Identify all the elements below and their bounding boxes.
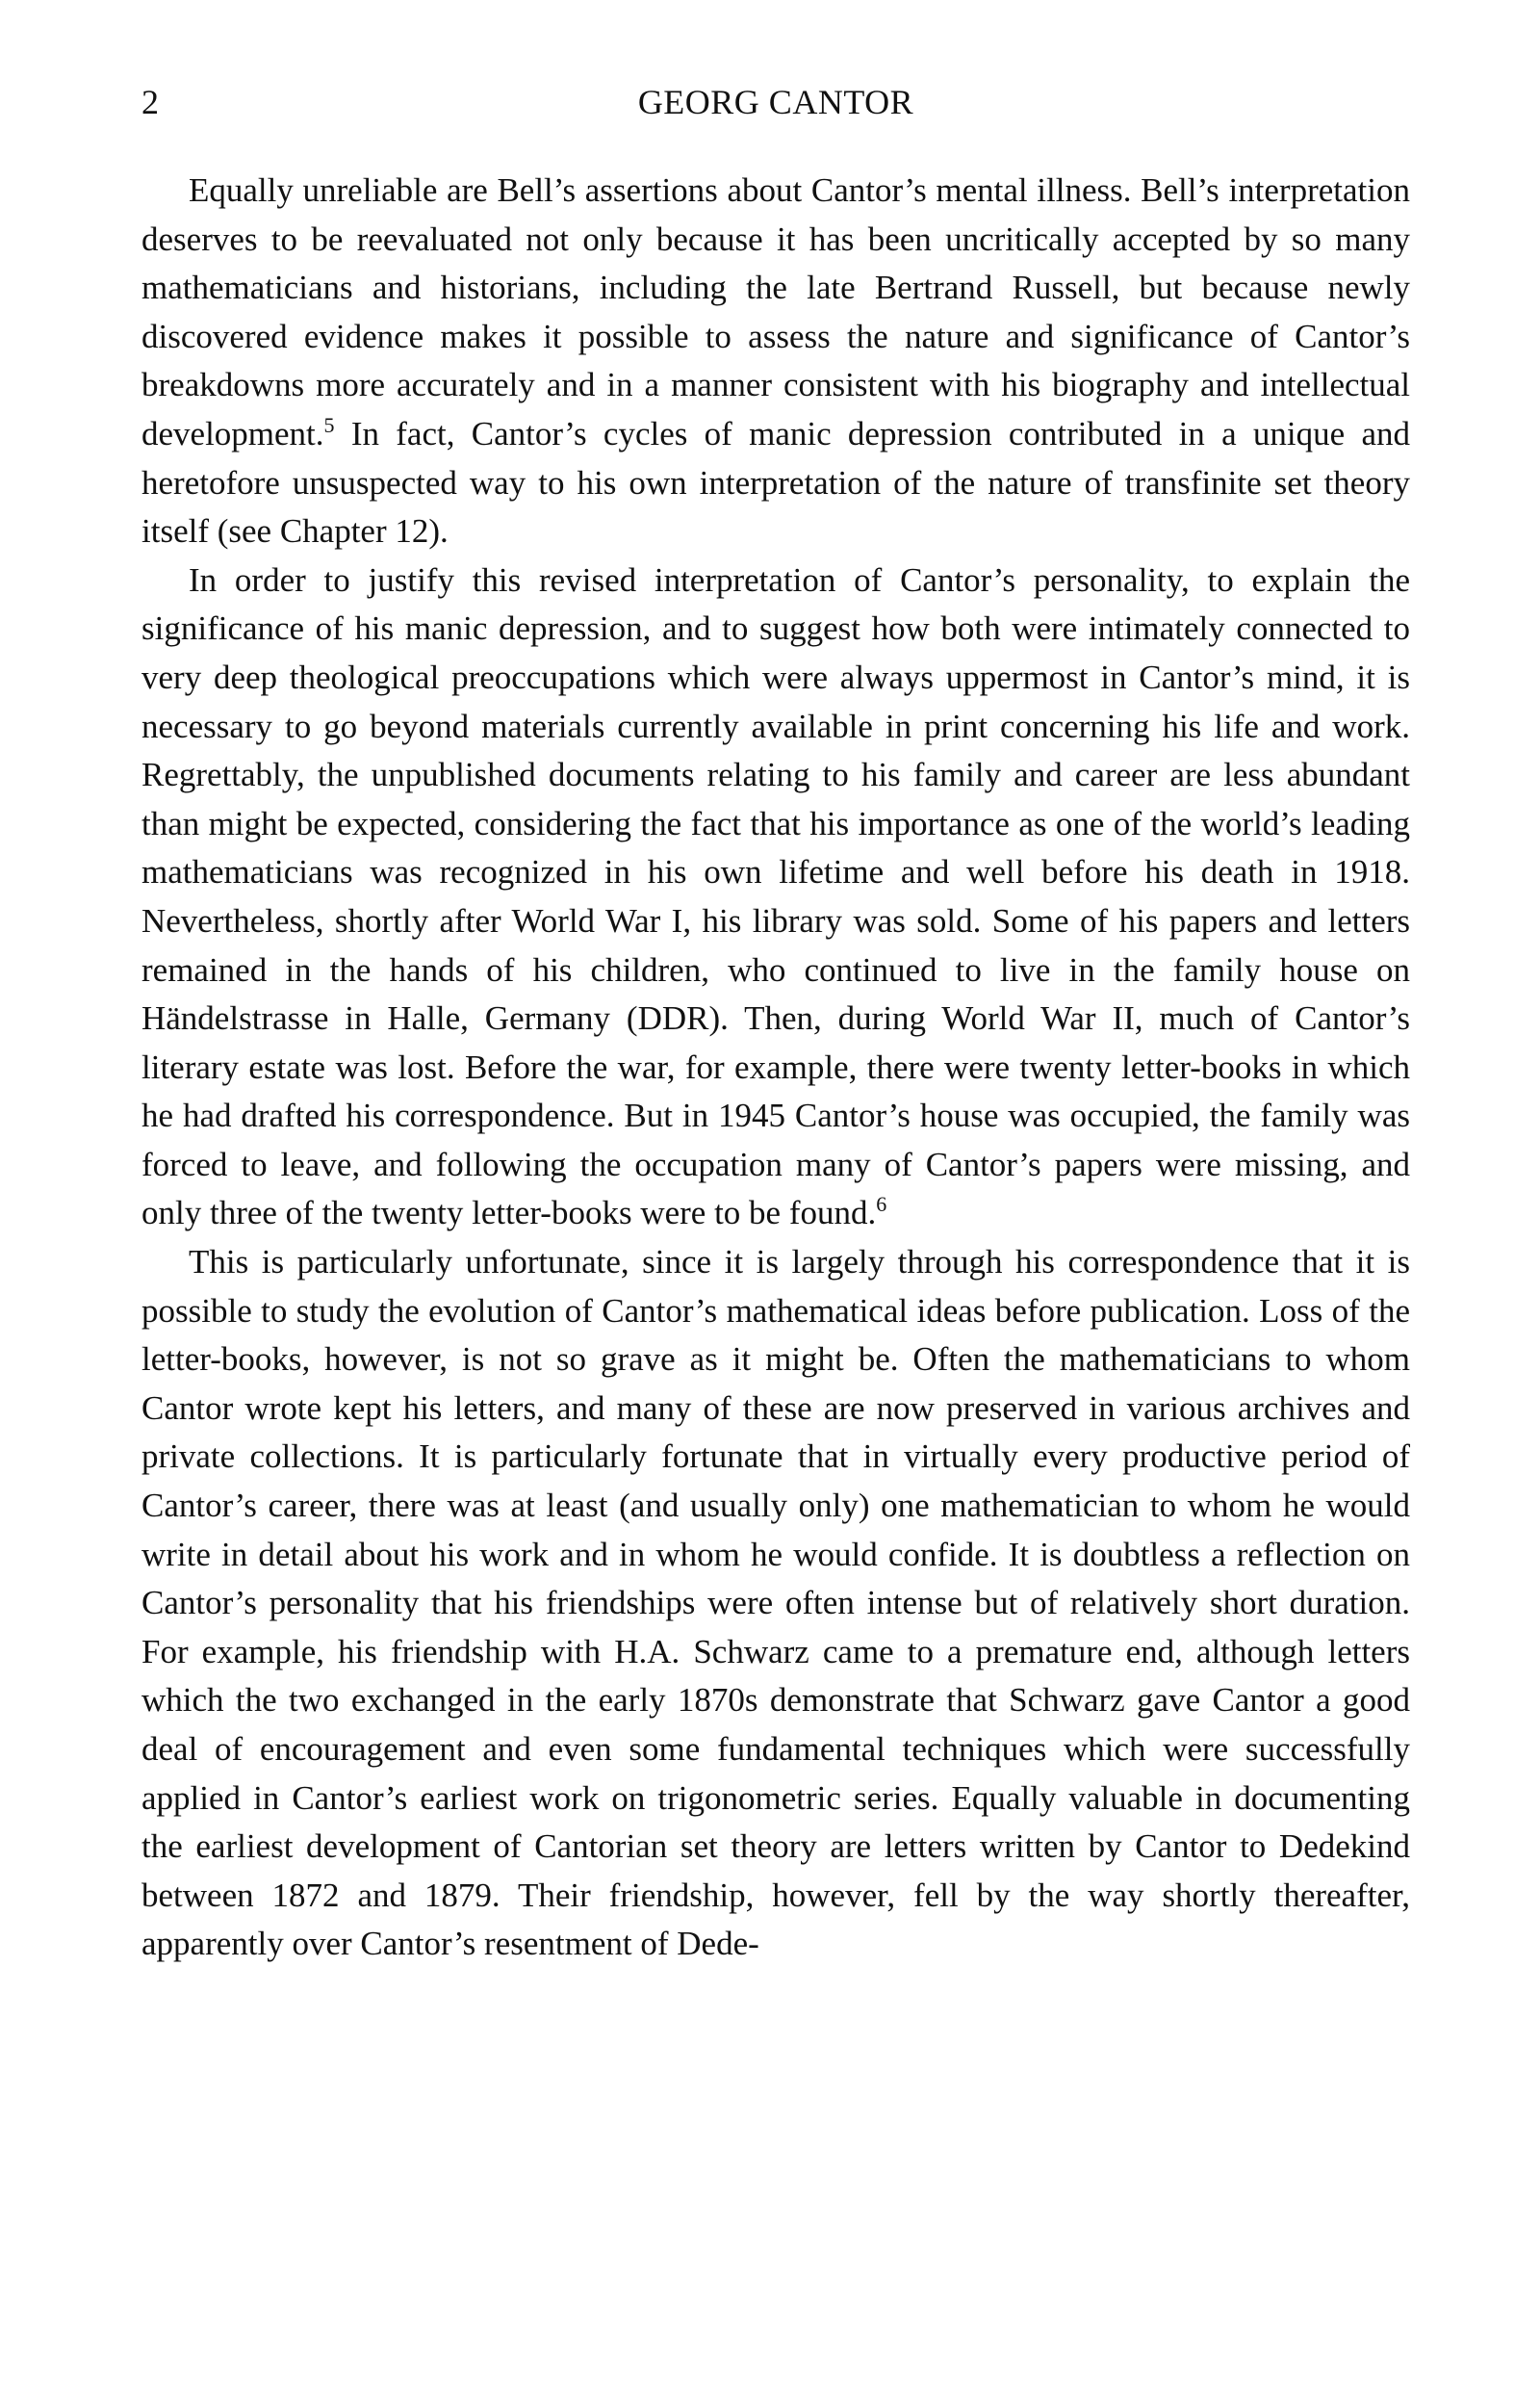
book-page (141, 75, 1410, 1969)
paragraph-text: In fact, Cantor’s cycles of manic depression contributed in a unique and heretofore unsuspected way to his own interpretation of the nature of transfinite set theory itself (see Chapter 12). (141, 414, 1410, 551)
paragraph-text: In order to justify this revised interpretation of Cantor’s personality, to explain the significance of his manic depression, and to suggest how both were intimately connected to very deep theological preoccupations which were always uppermost in Cantor’s mind, it is necessary to go beyond materials currently available in print concerning his life and work. Regrettably, the unpublished documents relating to his family and career are less abundant than might be expected, considering the fact that his importance as one of the world’s leading mathematicians was recognized in his own lifetime and well before his death in 1918. Nevertheless, shortly after World War I, his library was sold. Some of his papers and letters remained in the hands of his children, who continued to live in the family house on Händelstrasse in Halle, Germany (DDR). Then, during World War II, much of Cantor’s literary estate was lost. Before the war, for example, there were twenty letter-books in which he had drafted his correspondence. But in 1945 Cantor’s house was occupied, the family was forced to leave, and following the occupation many of Cantor’s papers were missing, and only three of the twenty letter-books were to be found. (141, 560, 1410, 1232)
paragraph (141, 167, 1410, 556)
paragraph (141, 556, 1410, 1238)
running-title: GEORG CANTOR (637, 83, 914, 121)
footnote-marker: 5 (323, 412, 335, 437)
paragraph-text: Equally unreliable are Bell’s assertions about Cantor’s mental illness. Bell’s interpretation deserves to be reevaluated not only because it has been uncritically accepted by so many mathematicians and historians, including the late Bertrand Russell, but because newly discovered evidence makes it possible to assess the nature and significance of Cantor’s breakdowns more accurately and in a manner consistent with his biography and intellectual development. (141, 171, 1410, 453)
footnote-marker: 6 (876, 1192, 887, 1217)
body-text (141, 167, 1410, 1969)
paragraph-text: This is particularly unfortunate, since it is largely through his correspondence that it is possible to study the evolution of Cantor’s mathematical ideas before publication. Loss of the letter-books, however, is not so grave as it might be. Often the mathematicians to whom Cantor wrote kept his letters, and many of these are now preserved in various archives and private collections. It is particularly fortunate that in virtually every productive period of Cantor’s career, there was at least (and usually only) one mathematician to whom he would write in detail about his work and in whom he would confide. It is doubtless a reflection on Cantor’s personality that his friendships were often intense but of relatively short duration. For example, his friendship with H.A. Schwarz came to a premature end, although letters which the two exchanged in the early 1870s demonstrate that Schwarz gave Cantor a good deal of encouragement and even some fundamental techniques which were successfully applied in Cantor’s earliest work on trigonometric series. Equally valuable in documenting the earliest development of Cantorian set theory are letters written by Cantor to Dedekind between 1872 and 1879. Their friendship, however, fell by the way shortly thereafter, apparently over Cantor’s resentment of Dede- (141, 1243, 1410, 1963)
page-number: 2 (141, 83, 159, 121)
paragraph (141, 1238, 1410, 1969)
running-header (141, 75, 1410, 129)
